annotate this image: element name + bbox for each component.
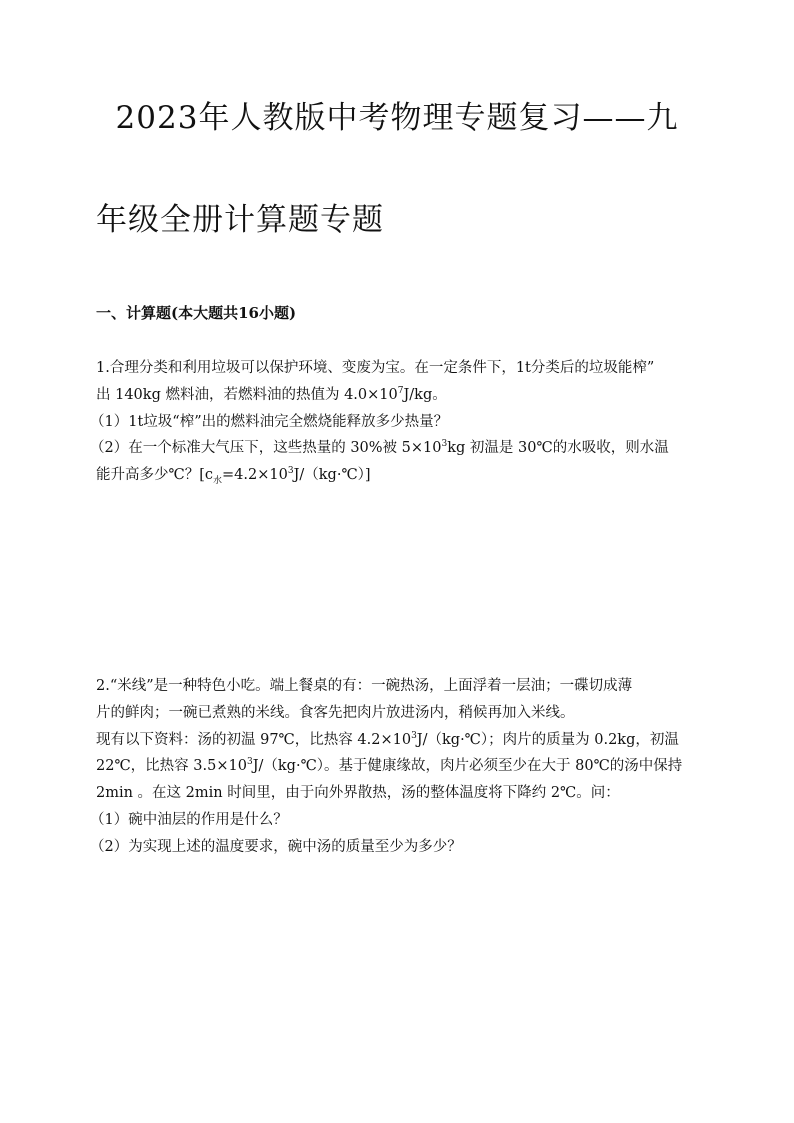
q1-l5-text-b: =4.2×10 (222, 467, 288, 484)
question-2-line-5: 2min 。在这 2min 时间里，由于向外界散热，汤的整体温度将下降约 2℃。问： (96, 785, 620, 802)
q1-l2-exponent: 7 (397, 385, 404, 396)
question-1-part-1: （1）1t垃圾“榨”出的燃料油完全燃烧能释放多少热量？ (90, 413, 449, 430)
q2-l4-text-a: 22℃，比热容 3.5×10 (96, 758, 247, 775)
question-2-part-2: （2）为实现上述的温度要求，碗中汤的质量至少为多少？ (90, 838, 462, 855)
question-2-line-4 (96, 753, 704, 780)
document-title-line-1: 2023年人教版中考物理专题复习——九 (115, 100, 679, 136)
q1-l4-text-b: kg 初温是 30℃的水吸收，则水温 (447, 440, 669, 457)
question-2 (90, 673, 704, 861)
question-2-line-1: 2.“米线”是一种特色小吃。端上餐桌的有：一碗热汤，上面浮着一层油；一碟切成薄 (96, 678, 633, 694)
question-1-part-2 (90, 435, 704, 462)
q1-l2-text-a: 出 140kg 燃料油，若燃料油的热值为 4.0×10 (96, 386, 398, 403)
question-1-line-1: 1.合理分类和利用垃圾可以保护环境、变废为宝。在一定条件下，1t分类后的垃圾能榨” (96, 360, 655, 376)
question-2-part-1: （1）碗中油层的作用是什么？ (90, 811, 288, 828)
q1-l5-exponent: 3 (287, 466, 294, 477)
q1-l5-subscript: 水 (213, 476, 223, 487)
q1-l2-text-b: J/kg。 (403, 386, 447, 403)
question-2-line-3 (96, 727, 704, 754)
q1-l4-exponent: 3 (441, 439, 448, 450)
q2-l3-text-b: J/（kg·℃）；肉片的质量为 0.2kg，初温 (416, 731, 679, 748)
question-1-line-2 (96, 382, 704, 409)
q1-l5-text-a: 能升高多少℃？[c (96, 467, 213, 484)
section-heading: 一、计算题(本大题共16小题) (96, 304, 297, 322)
q2-l3-text-a: 现有以下资料：汤的初温 97℃，比热容 4.2×10 (96, 731, 412, 748)
q2-l4-text-b: J/（kg·℃）。基于健康缘故，肉片必须至少在大于 80℃的汤中保持 (252, 758, 683, 775)
q2-l4-exponent: 3 (246, 757, 253, 768)
question-1 (90, 355, 704, 489)
q2-l3-exponent: 3 (411, 730, 417, 741)
q1-l4-text-a: （2）在一个标准大气压下，这些热量的 30%被 5×10 (90, 440, 442, 457)
q1-l5-text-c: J/（kg·℃）] (293, 467, 371, 484)
question-1-line-5 (96, 462, 704, 489)
question-2-line-2: 片的鲜肉；一碗已煮熟的米线。食客先把肉片放进汤内，稍候再加入米线。 (96, 704, 575, 721)
document-title-line-2: 年级全册计算题专题 (96, 202, 384, 238)
